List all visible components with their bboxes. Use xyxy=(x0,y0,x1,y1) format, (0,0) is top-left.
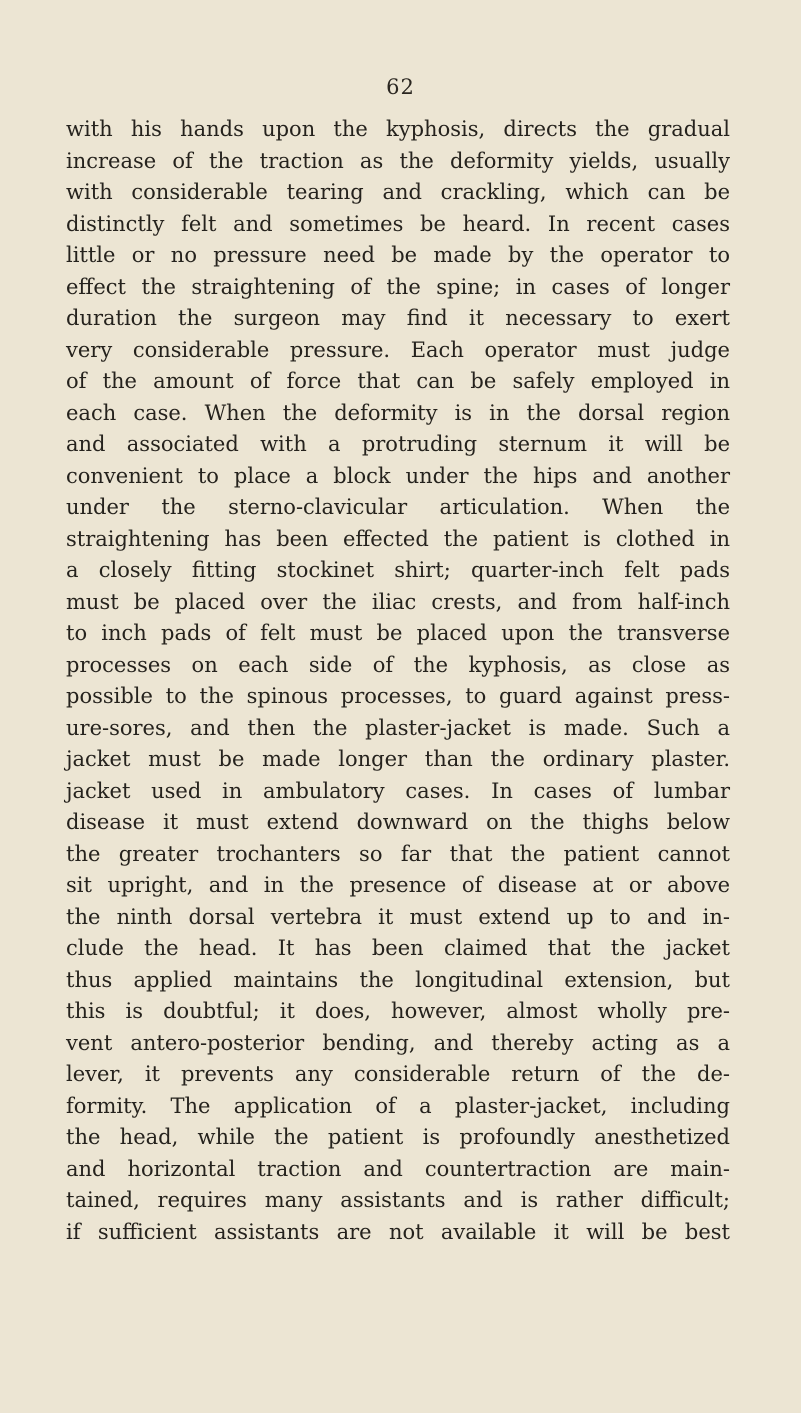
text-line: the ninth dorsal vertebra it must extend up to and in- xyxy=(66,904,730,929)
text-line: convenient to place a block under the hips and another xyxy=(66,463,730,488)
text-line: clude the head. It has been claimed that the jacket xyxy=(66,936,730,960)
text-line: sit upright, and in the presence of disease at or above xyxy=(66,873,730,897)
text-line: must be placed over the iliac crests, and from half-inch xyxy=(66,589,730,614)
text-line: under the sterno-clavicular articulation. When the xyxy=(66,495,730,519)
text-line: very considerable pressure. Each operator must judge xyxy=(66,337,730,362)
text-line: effect the straightening of the spine; in cases of longer xyxy=(66,274,730,299)
text-line: with considerable tearing and crackling, which can be xyxy=(66,180,730,204)
text-line: thus applied maintains the longitudinal extension, but xyxy=(66,967,730,992)
page-number: 62 xyxy=(386,75,415,99)
text-line: ure-sores, and then the plaster-jacket is made. Such a xyxy=(66,715,730,740)
text-line: with his hands upon the kyphosis, directs the gradual xyxy=(66,117,730,141)
text-line: distinctly felt and sometimes be heard. In recent cases xyxy=(66,211,730,236)
text-line: jacket must be made longer than the ordinary plaster. xyxy=(66,747,730,771)
text-line: a closely fitting stockinet shirt; quarter-inch felt pads xyxy=(66,558,730,582)
text-line: duration the surgeon may find it necessary to exert xyxy=(66,306,730,330)
text-line: if sufficient assistants are not available it will be best xyxy=(66,1219,730,1244)
text-line: this is doubtful; it does, however, almost wholly pre- xyxy=(66,999,730,1023)
text-line: disease it must extend downward on the thighs below xyxy=(66,810,730,834)
text-line: vent antero-posterior bending, and thereby acting as a xyxy=(66,1030,730,1055)
text-line: the greater trochanters so far that the patient cannot xyxy=(66,841,730,866)
text-line: lever, it prevents any considerable return of the de- xyxy=(66,1062,730,1086)
text-line: formity. The application of a plaster-jacket, including xyxy=(66,1093,730,1118)
body-text xyxy=(66,114,730,1248)
text-line: little or no pressure need be made by the operator to xyxy=(66,243,730,267)
text-line: and associated with a protruding sternum it will be xyxy=(66,432,730,456)
text-line: increase of the traction as the deformity yields, usually xyxy=(66,148,730,173)
text-line: jacket used in ambulatory cases. In cases of lumbar xyxy=(66,778,730,803)
text-line: processes on each side of the kyphosis, as close as xyxy=(66,652,730,677)
text-line: each case. When the deformity is in the dorsal region xyxy=(66,400,730,425)
text-line: to inch pads of felt must be placed upon the transverse xyxy=(66,621,730,645)
text-line: straightening has been effected the patient is clothed in xyxy=(66,526,730,551)
text-line: the head, while the patient is profoundly anesthetized xyxy=(66,1125,730,1149)
text-line: tained, requires many assistants and is rather difficult; xyxy=(66,1188,730,1212)
text-line: of the amount of force that can be safely employed in xyxy=(66,369,730,393)
text-line: and horizontal traction and countertraction are main- xyxy=(66,1156,730,1181)
text-line: possible to the spinous processes, to guard against press- xyxy=(66,684,730,708)
